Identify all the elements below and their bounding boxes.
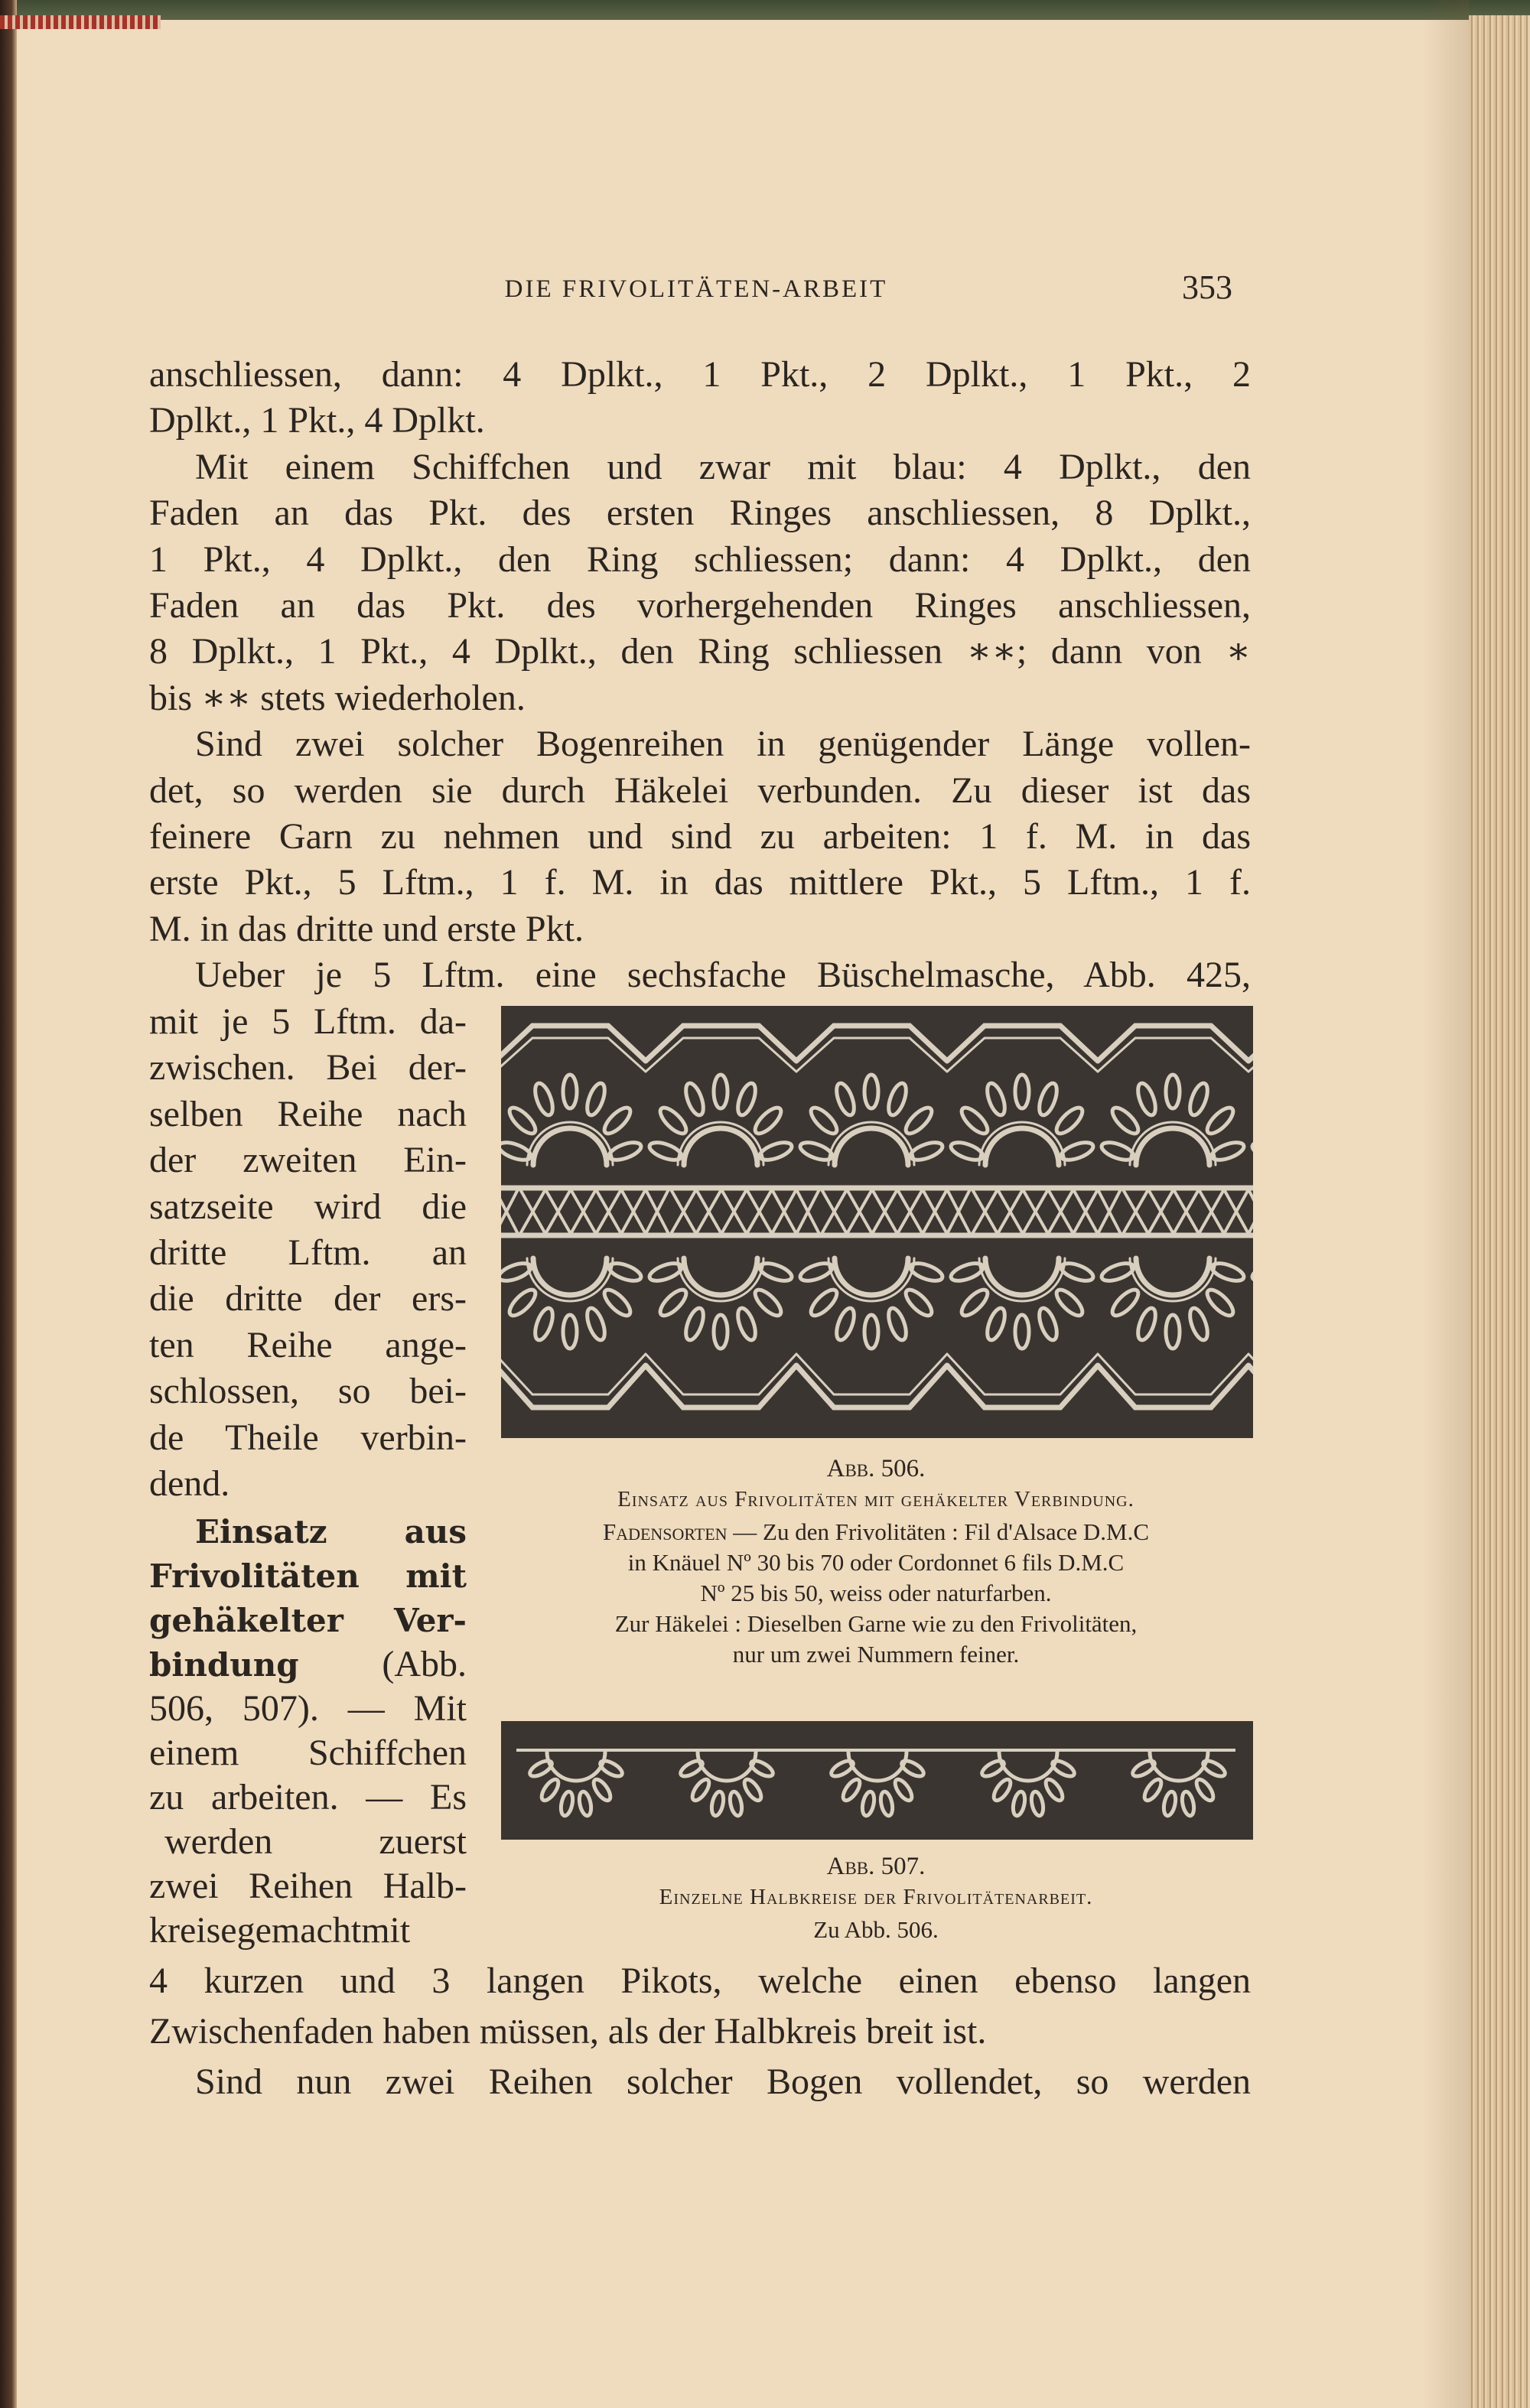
text-line: bis ∗∗ stets wiederholen. — [149, 677, 526, 718]
section-heading-text: bindung — [149, 1646, 299, 1684]
figure-506-yarn-line-1 — [490, 1517, 1262, 1547]
text-segment: (Abb. — [298, 1644, 467, 1684]
text-line: Mit einem Schiffchen und zwar mit blau: 4 Dplkt., den — [195, 446, 1251, 487]
scallop-pattern — [501, 1721, 1253, 1840]
text-line — [149, 1686, 467, 1732]
figure-506-crochet-line-2: nur um zwei Nummern feiner. — [732, 1641, 1020, 1668]
figure-506-crochet-line-1: Zur Häkelei : Dieselben Garne wie zu den Frivolitäten, — [614, 1610, 1138, 1637]
figure-507-title: Einzelne Halbkreise der Frivolitätenarbeit. — [659, 1885, 1093, 1909]
text-line: Faden an das Pkt. des vorhergehenden Ringes anschliessen, — [149, 585, 1251, 626]
page-edges — [1469, 15, 1530, 2408]
figure-506-yarn-line-2: in Knäuel Nº 30 bis 70 oder Cordonnet 6 fils D.M.C — [627, 1549, 1125, 1576]
text-line: Ueber je 5 Lftm. eine sechsfache Büschelmasche, Abb. 425, — [195, 955, 1251, 996]
text-line — [149, 1908, 467, 1954]
text-line — [164, 1819, 467, 1865]
figure-507-number — [490, 1851, 1262, 1882]
text-line: Dplkt., 1 Pkt., 4 Dplkt. — [149, 400, 485, 441]
section-heading-text: gehäkelter Ver- — [149, 1602, 467, 1639]
text-line: dend. — [149, 1463, 230, 1504]
text-line: de Theile verbin- — [149, 1417, 467, 1458]
bookmark-ribbon — [0, 15, 161, 29]
figure-506-yarn-line-3: Nº 25 bis 50, weiss oder naturfarben. — [700, 1580, 1052, 1606]
text-line: selben Reihe nach — [149, 1093, 467, 1134]
text-line: feinere Garn zu nehmen und sind zu arbeiten: 1 f. M. in das — [149, 816, 1251, 857]
text-line: Faden an das Pkt. des ersten Ringes anschliessen, 8 Dplkt., — [149, 493, 1251, 534]
text-line: dritte Lftm. an — [149, 1232, 467, 1273]
figure-506-number-text: Abb. 506. — [826, 1455, 926, 1482]
book-spine-edge — [0, 0, 17, 2408]
text-line: anschliessen, dann: 4 Dplkt., 1 Pkt., 2 Dplkt., 1 Pkt., 2 — [149, 354, 1251, 395]
figure-507-number-text: Abb. 507. — [826, 1853, 926, 1880]
text-line: der zweiten Ein- — [149, 1140, 467, 1181]
text-line: erste Pkt., 5 Lftm., 1 f. M. in das mittlere Pkt., 5 Lftm., 1 f. — [149, 862, 1251, 903]
text-line: die dritte der ers- — [149, 1278, 467, 1320]
text-segment: zwei Reihen Halb- — [149, 1866, 467, 1906]
text-line: 8 Dplkt., 1 Pkt., 4 Dplkt., den Ring schliessen ∗∗; dann von ∗ — [149, 631, 1251, 672]
yarn-text: — Zu den Frivolitäten : Fil d'Alsace D.M.C — [727, 1518, 1150, 1545]
yarn-label: Fadensorten — [602, 1518, 728, 1545]
text-line: M. in das dritte und erste Pkt. — [149, 908, 584, 949]
text-line: ten Reihe ange- — [149, 1324, 467, 1365]
book-top-edge — [0, 0, 1530, 20]
page-shadow — [1423, 0, 1469, 2408]
text-line: Sind zwei solcher Bogenreihen in genügender Länge vollen- — [195, 724, 1251, 765]
text-line: satzseite wird die — [149, 1186, 467, 1227]
text-line — [149, 1863, 467, 1909]
lace-pattern — [501, 1006, 1253, 1438]
text-line — [149, 1775, 467, 1821]
text-segment: werden zuerst — [164, 1821, 467, 1862]
text-line: det, so werden sie durch Häkelei verbunden. Zu dieser ist das — [149, 770, 1251, 811]
text-line: 1 Pkt., 4 Dplkt., den Ring schliessen; dann: 4 Dplkt., den — [149, 539, 1251, 580]
page-number: 353 — [1182, 268, 1232, 306]
section-heading-text: Einsatz aus — [195, 1513, 467, 1551]
figure-507-reference: Zu Abb. 506. — [813, 1916, 939, 1943]
text-line — [149, 1553, 467, 1599]
text-line: schlossen, so bei- — [149, 1371, 467, 1412]
running-head: DIE FRIVOLITÄTEN-ARBEIT — [504, 275, 888, 303]
text-line: 4 kurzen und 3 langen Pikots, welche einen ebenso langen — [149, 1961, 1251, 2001]
figure-506-number — [490, 1453, 1262, 1484]
figure-507-half-circles — [501, 1721, 1253, 1840]
text-line — [149, 1597, 467, 1643]
text-line: Sind nun zwei Reihen solcher Bogen vollendet, so werden — [195, 2061, 1251, 2102]
text-segment: 506, 507). — Mit — [149, 1688, 467, 1729]
text-line: mit je 5 Lftm. da- — [149, 1001, 467, 1042]
text-line: Zwischenfaden haben müssen, als der Halbkreis breit ist. — [149, 2011, 987, 2052]
text-line: zwischen. Bei der- — [149, 1047, 467, 1088]
text-line — [149, 1730, 467, 1776]
figure-506-lace-insertion — [501, 1006, 1253, 1438]
text-line — [149, 1642, 467, 1687]
text-segment: kreisegemachtmit — [149, 1910, 411, 1951]
text-segment: zu arbeiten. — Es — [149, 1777, 467, 1817]
text-segment: einem Schiffchen — [149, 1733, 467, 1773]
text-line — [195, 1508, 467, 1554]
figure-506-title: Einsatz aus Frivolitäten mit gehäkelter Verbindung. — [617, 1487, 1134, 1512]
section-heading-text: Frivolitäten mit — [149, 1557, 467, 1595]
